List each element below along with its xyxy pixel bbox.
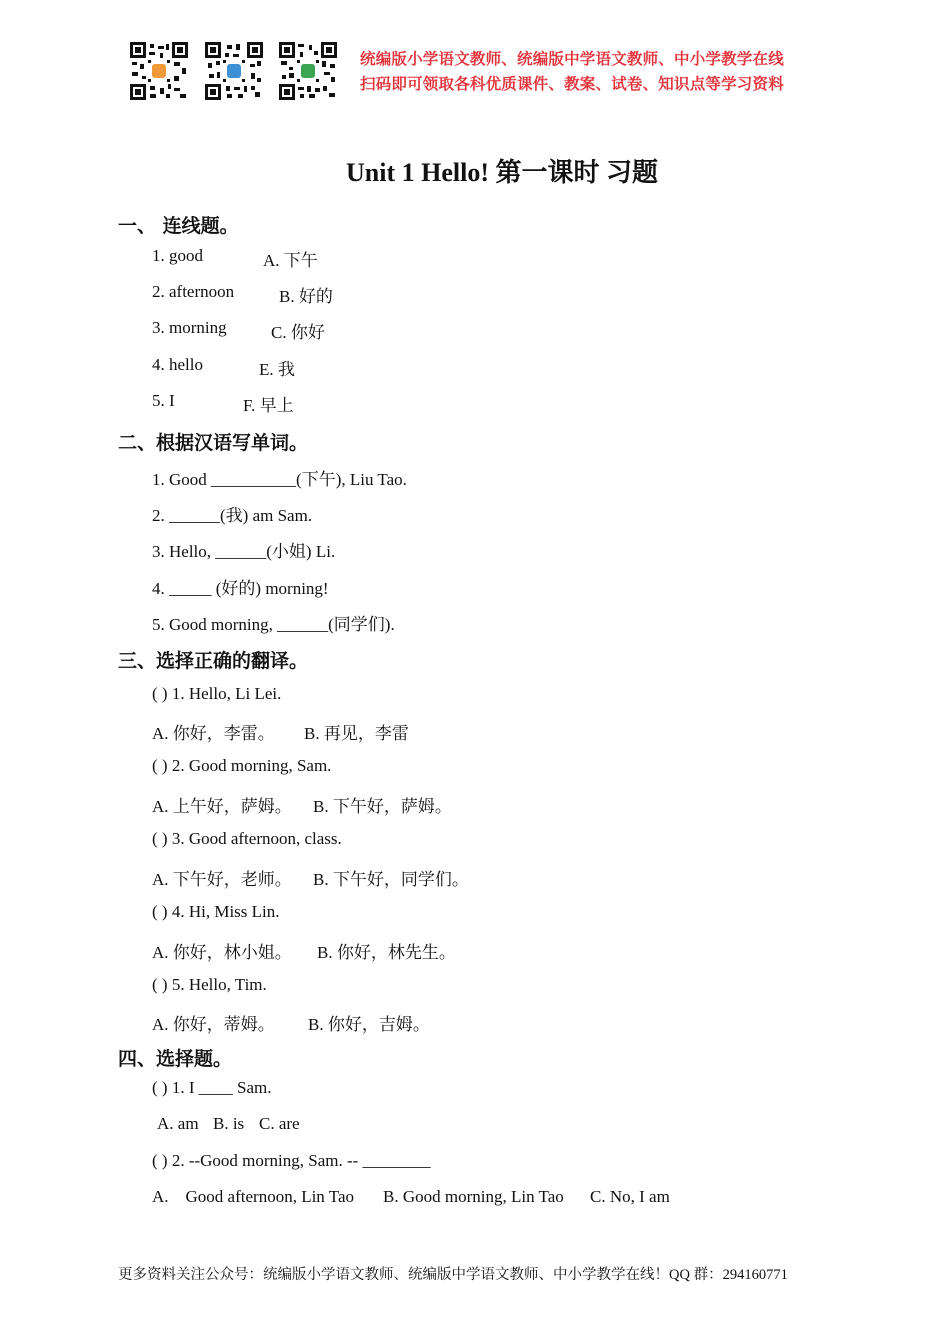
translate-option-5a: A. 你好，蒂姆。 (152, 1015, 275, 1034)
translate-option-5b: B. 你好，吉姆。 (308, 1015, 430, 1034)
match-right-1: A. 下午 (263, 251, 318, 270)
qr-code-icon (205, 42, 263, 100)
translate-question-3: ( ) 3. Good afternoon, class. (152, 829, 342, 848)
section-heading-3: 三、选择正确的翻译。 (118, 650, 309, 672)
section-heading-1: 一、 连线题。 (118, 215, 239, 237)
translate-option-4b: B. 你好，林先生。 (317, 943, 456, 962)
translate-option-2a: A. 上午好，萨姆。 (152, 797, 292, 816)
choice-1-option-c: C. are (259, 1114, 300, 1133)
translate-option-3a: A. 下午好，老师。 (152, 870, 292, 889)
translate-question-4: ( ) 4. Hi, Miss Lin. (152, 902, 280, 921)
choice-2-option-b: B. Good morning, Lin Tao (383, 1187, 564, 1206)
qr-code-icon (130, 42, 188, 100)
choice-question-2: ( ) 2. --Good morning, Sam. -- ________ (152, 1151, 431, 1170)
translate-option-1b: B. 再见，李雷 (304, 724, 409, 743)
page-title: Unit 1 Hello! 第一课时 习题 (346, 158, 658, 187)
translate-option-3b: B. 下午好，同学们。 (313, 870, 469, 889)
qr-code-3[interactable] (279, 42, 337, 100)
translate-option-2b: B. 下午好，萨姆。 (313, 797, 452, 816)
qr-code-2[interactable] (205, 42, 263, 100)
translate-option-1a: A. 你好，李雷。 (152, 724, 275, 743)
translate-question-2: ( ) 2. Good morning, Sam. (152, 756, 332, 775)
translate-question-5: ( ) 5. Hello, Tim. (152, 975, 267, 994)
match-right-2: B. 好的 (279, 287, 333, 306)
match-right-4: E. 我 (259, 360, 295, 379)
translate-option-4a: A. 你好，林小姐。 (152, 943, 292, 962)
match-right-3: C. 你好 (271, 323, 325, 342)
qr-code-1[interactable] (130, 42, 188, 100)
choice-2-option-c: C. No, I am (590, 1187, 670, 1206)
choice-question-1: ( ) 1. I ____ Sam. (152, 1078, 272, 1097)
banner-line-1: 统编版小学语文教师、统编版中学语文教师、中小学教学在线 (360, 50, 784, 68)
choice-1-option-b: B. is (213, 1114, 245, 1133)
fill-item-5: 5. Good morning, ______(同学们). (152, 615, 395, 634)
choice-1-option-a: A. am (157, 1114, 199, 1133)
page-footer: 更多资料关注公众号：统编版小学语文教师、统编版中学语文教师、中小学教学在线！QQ 群：294160771 (118, 1267, 788, 1283)
section-heading-2: 二、根据汉语写单词。 (118, 432, 309, 454)
page-header (130, 42, 830, 104)
match-right-5: F. 早上 (243, 396, 294, 415)
match-left-1: 1. good (152, 246, 203, 265)
fill-item-4: 4. _____ (好的) morning! (152, 579, 329, 598)
translate-question-1: ( ) 1. Hello, Li Lei. (152, 684, 282, 703)
promo-banner (360, 47, 784, 97)
match-left-5: 5. I (152, 391, 175, 410)
match-left-4: 4. hello (152, 355, 203, 374)
choice-2-option-a: A. Good afternoon, Lin Tao (152, 1187, 354, 1206)
fill-item-3: 3. Hello, ______(小姐) Li. (152, 542, 336, 561)
section-heading-4: 四、选择题。 (118, 1048, 233, 1070)
match-left-3: 3. morning (152, 318, 227, 337)
banner-line-2: 扫码即可领取各科优质课件、教案、试卷、知识点等学习资料 (360, 75, 784, 93)
fill-item-1: 1. Good __________(下午), Liu Tao. (152, 470, 407, 489)
qr-code-icon (279, 42, 337, 100)
fill-item-2: 2. ______(我) am Sam. (152, 506, 313, 525)
match-left-2: 2. afternoon (152, 282, 235, 301)
